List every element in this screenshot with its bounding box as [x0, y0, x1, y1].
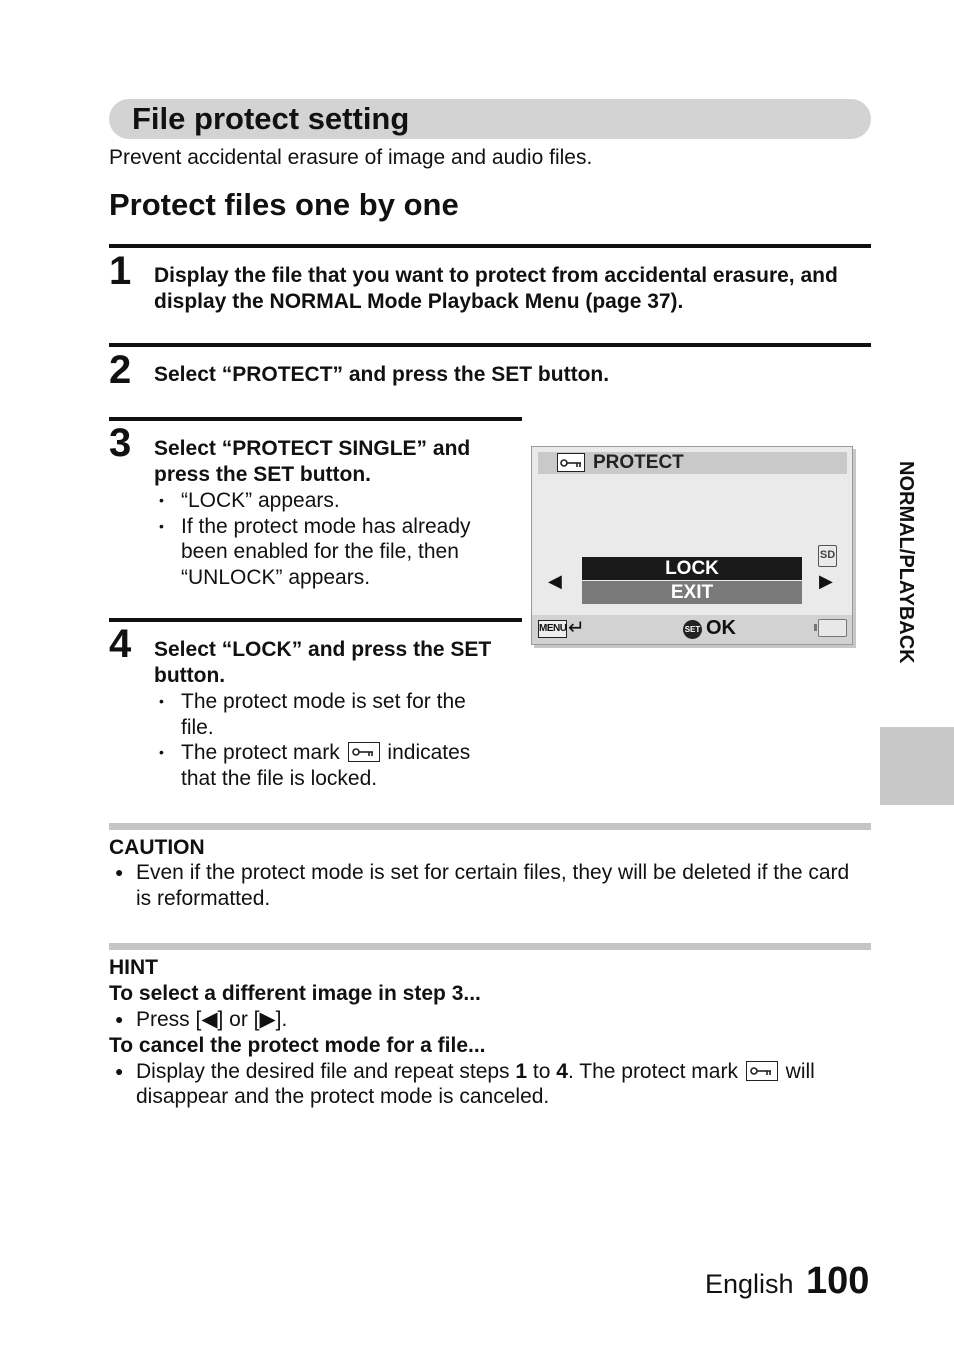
step-3-number: 3: [109, 421, 132, 465]
page-title: File protect setting: [132, 101, 410, 136]
set-button-icon[interactable]: SET: [683, 620, 702, 639]
screen-title: PROTECT: [593, 452, 684, 473]
caution-item: ● Even if the protect mode is set for certain files, they will be deleted if the card is reformatted.: [109, 860, 859, 911]
step-3-line-1: Select “PROTECT SINGLE” and: [154, 437, 471, 460]
protect-mark-icon: [348, 742, 380, 762]
caution-rule: [109, 823, 871, 830]
step-4-rule: [109, 618, 522, 622]
bullet-text-after: indicates that the file is locked.: [181, 741, 471, 790]
hint-subheading-1: To select a different image in step 3...: [109, 982, 481, 1005]
bullet-text-before: The protect mark: [181, 741, 340, 764]
hint-heading: HINT: [109, 956, 158, 979]
step-1-line-2: display the NORMAL Mode Playback Menu (page 37).: [154, 290, 684, 313]
step-1-line-1: Display the file that you want to protect from accidental erasure, and: [154, 264, 838, 287]
hint-subheading-2: To cancel the protect mode for a file...: [109, 1033, 486, 1057]
hint-box: [109, 955, 869, 1110]
side-tab-label: NORMAL/PLAYBACK: [895, 461, 917, 664]
option-exit[interactable]: EXIT: [582, 581, 802, 604]
step-1-text: [154, 263, 874, 315]
step-4-bullets: [154, 689, 514, 791]
hint-list-2: [109, 1059, 869, 1110]
hint-text-part-2: . The protect mark: [567, 1059, 738, 1083]
step-3-bullet: • If the protect mode has already been enabled for the file, then “UNLOCK” appears.: [154, 514, 493, 591]
hint-step-b: 4: [556, 1059, 568, 1083]
ok-label: OK: [706, 617, 736, 639]
step-4-line-1: Select “LOCK” and press the SET: [154, 638, 492, 661]
step-3-line-2: press the SET button.: [154, 463, 372, 486]
step-4-line-2: button.: [154, 664, 226, 687]
right-arrow-icon[interactable]: ▶: [819, 571, 833, 591]
page-subtitle: Prevent accidental erasure of image and audio files.: [109, 146, 593, 169]
step-2-rule: [109, 343, 871, 347]
protect-mark-icon: [746, 1061, 778, 1081]
hint-text-part-3: will disappear and the protect mode is canceled.: [136, 1059, 815, 1108]
caution-heading: CAUTION: [109, 836, 205, 859]
return-icon[interactable]: ↵: [568, 617, 585, 639]
side-tab-block: [880, 727, 954, 805]
footer-language: English: [705, 1269, 794, 1299]
left-arrow-icon[interactable]: ◀: [548, 571, 562, 591]
step-3-content: [154, 436, 514, 590]
hint-text-part-1: Display the desired file and repeat steps: [136, 1059, 516, 1083]
step-1-number: 1: [109, 249, 132, 293]
caution-list: [109, 860, 859, 911]
hint-rule: [109, 943, 871, 950]
hint-item: ● Press [◀] or [▶].: [109, 1007, 869, 1033]
step-2-number: 2: [109, 348, 132, 392]
step-4-bullet: • The protect mode is set for the file.: [154, 689, 493, 740]
section-heading: Protect files one by one: [109, 187, 459, 222]
hint-item: [109, 1059, 869, 1110]
step-3-bullet: • “LOCK” appears.: [154, 488, 514, 514]
step-1-rule: [109, 244, 871, 248]
menu-icon[interactable]: MENU: [538, 620, 567, 638]
hint-text-to: to: [527, 1059, 557, 1083]
step-4-content: [154, 637, 514, 791]
protect-key-icon: [557, 453, 585, 472]
step-3-bullets: [154, 488, 514, 590]
step-4-number: 4: [109, 622, 132, 666]
option-lock[interactable]: LOCK: [582, 557, 802, 580]
battery-icon: [818, 619, 847, 637]
step-2-text: Select “PROTECT” and press the SET button.: [154, 363, 610, 386]
hint-step-a: 1: [515, 1059, 528, 1083]
page-number: 100: [806, 1260, 870, 1302]
sd-card-icon: SD: [818, 545, 837, 567]
hint-list-1: [109, 1007, 869, 1033]
step-3-rule: [109, 417, 522, 421]
step-4-bullet: [154, 740, 501, 791]
